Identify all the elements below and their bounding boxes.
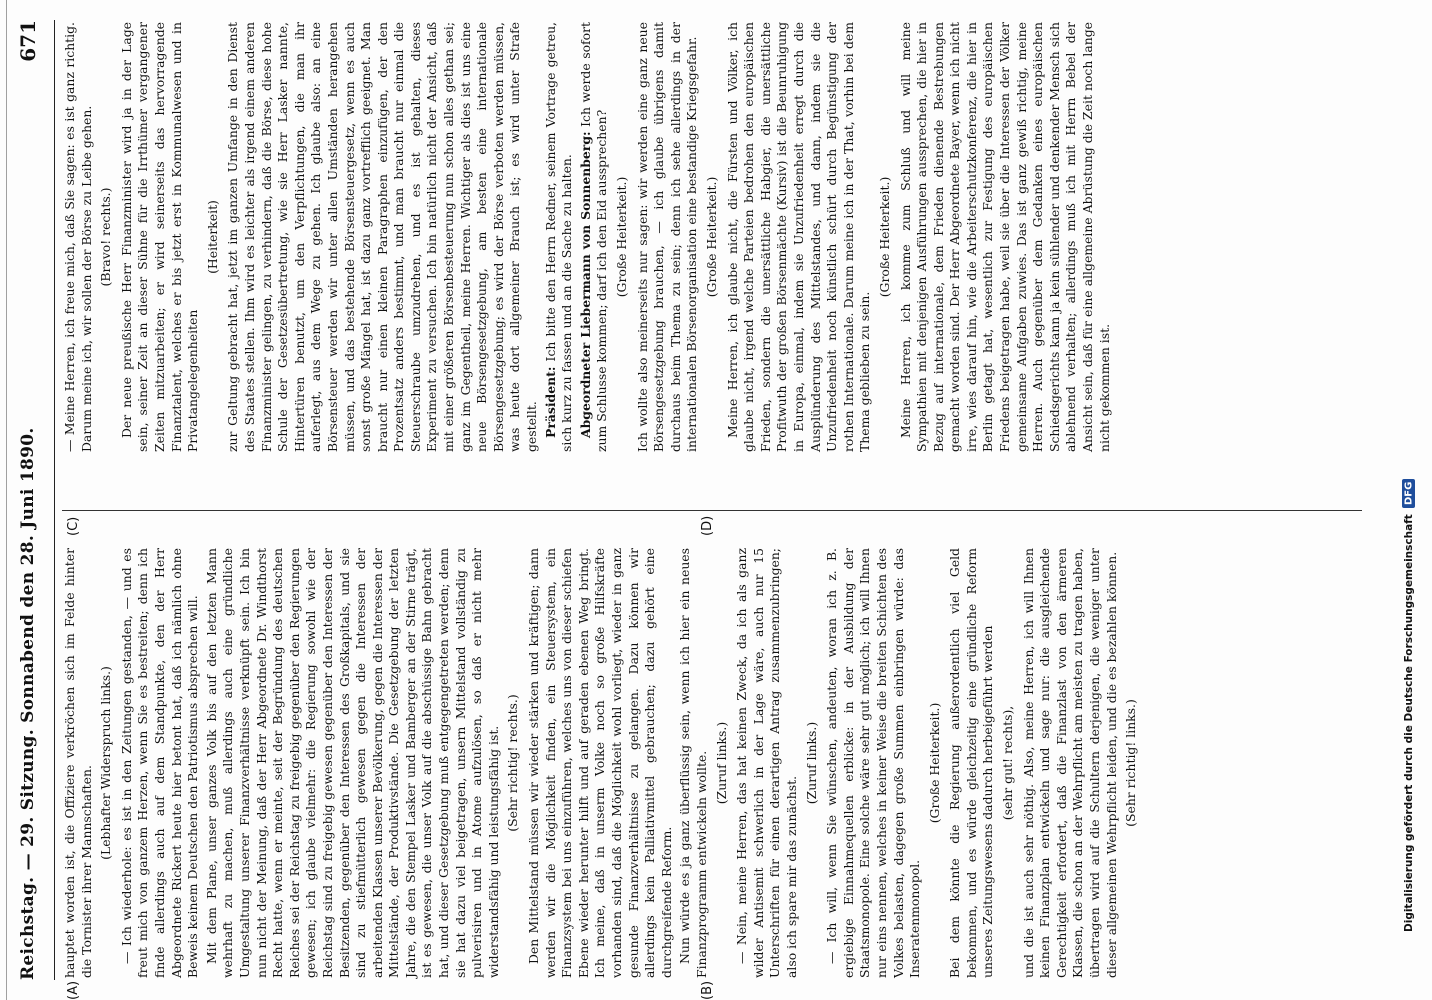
paragraph-text: (Große Heiterkeit.) — [614, 176, 629, 298]
margin-mark-d: (D) — [700, 515, 715, 536]
paragraph — [898, 22, 1114, 452]
paragraph-text: Nun würde es ja ganz überflüssig sein, wenn ich hier ein neues Finanzprogramm entwickeln wollte. — [677, 548, 709, 978]
paragraph-text: (Große Heiterkeit.) — [703, 176, 719, 298]
paragraph-text: (Zuruf links.) — [803, 721, 819, 805]
paragraph — [526, 548, 675, 978]
digitization-credit — [1396, 12, 1422, 932]
interjection — [1000, 548, 1017, 978]
paragraph — [225, 22, 540, 452]
column-divider — [62, 510, 1362, 511]
paragraph-text: (Große Heiterkeit.) — [926, 702, 942, 824]
paragraph-text: (Zuruf links.) — [713, 721, 729, 805]
interjection — [877, 22, 894, 452]
paragraph — [1021, 548, 1121, 978]
interjection — [505, 548, 522, 978]
interjection — [704, 22, 721, 452]
interjection — [98, 548, 115, 978]
interjection — [614, 22, 631, 452]
paragraph-text: Den Mittelstand müssen wir wieder stärken und kräftigen; dann werden wir die Möglichkeit finden, ein Steuersystem, ein Finanzsystem bei uns einzuführen, welches uns von dieser schiefen Ebene wieder herunter hilft und auf geraden ebenen Weg bringt. Ich meine, daß in unserm Volke noch so große Hilfskräfte vorhanden sind, daß die Möglichkeit wohl vorliegt, wieder in ganz gesunde Finanzverhältnisse zu gelangen. Dazu können wir allerdings kein Palliativmittel gebrauchen; dazu gehört eine durchgreifende Reform. — [526, 548, 674, 978]
paragraph-text: (sehr gut! rechts), — [1000, 705, 1016, 821]
left-column — [62, 548, 1144, 978]
paragraph-text: (Große Heiterkeit.) — [876, 176, 892, 298]
page-header — [10, 20, 55, 980]
interjection — [927, 548, 944, 978]
paragraph-text: Ich wollte also meinerseits nur sagen: wir werden eine ganz neue Börsengesetzgebung brauchen, — ich glaube übrigens damit durchaus beim Thema zu sein; denn ich sehe allerdings in der internationalen Börsenorganisation eine bestandige Kriegsgefahr. — [634, 22, 700, 452]
paragraph-text: (Lebhafter Widerspruch links.) — [98, 666, 114, 860]
paragraph — [635, 22, 701, 452]
paragraph — [62, 22, 95, 452]
header-title: Reichstag. — 29. Sitzung. Sonnabend den 28. Juni 1890. — [18, 427, 38, 980]
margin-mark-c: (C) — [66, 516, 81, 536]
paragraph-text: Ich werde sofort zum Schlusse kommen; darf ich den Eid aussprechen? — [577, 22, 610, 452]
paragraph-text: Bei dem könnte die Regierung außerordentlich viel Geld bekommen, und es würde gleichzeitig eine gründliche Reform unseres Zeitungswesens dadurch herbeigeführt werden — [947, 548, 996, 978]
right-column — [62, 22, 1115, 452]
interjection — [804, 548, 821, 978]
interjection — [1123, 548, 1140, 978]
paragraph-text: zur Geltung gebracht hat, jetzt im ganzen Umfange in den Dienst des Staates stellen. Ihm wird es leichter als irgend einem anderen Finanzminister gelingen, zu verhindern, daß die Börse, diese hohe Schule der Gesetzesübertretung, wie sie Herr Lasker nannte, Hintertüren benutzt, um den Verpflichtungen, die man ihr auferlegt, aus dem Wege zu gehen. Ich glaube also: an eine Börsensteuer werden wir unter allen Umständen herangehen müssen, und das bestehende Börsensteuergesetz, wenn es auch sonst große Mängel hat, ist dazu ganz vortrefflich geeignet. Man braucht nur einen kleinen Paragraphen einzufügen, der den Prozentsatz anders bestimmt, und man braucht nur einmal die Steuerschraube umzudrehen, und es ist gehalten, dieses Experiment zu versuchen. Ich bin natürlich nicht der Ansicht, daß mit einer größeren Börsenbesteuerung nun schon alles gethan sei; ganz im Gegentheil, meine Herren. Wichtiger als dies ist uns eine neue Börsengesetzgebung, am besten eine internationale Börsengesetzgebung; es wird der Börse verboten werden müssen, was heute dort allgemeiner Brauch ist; es wird unter Strafe gestellt. — [225, 22, 540, 452]
paragraph-text: Der neue preußische Herr Finanzminister wird ja in der Lage sein, seiner Zeit an dieser Sühne für die Irrthümer vergangener Zeiten mitzuarbeiten; er wird seinerseits das hervorragende Finanztalent, welches er bis jetzt erst in Kommunalwesen und in Privatangelegenheiten — [118, 22, 201, 452]
paragraph — [677, 548, 710, 978]
speaker-label: Präsident: — [542, 366, 558, 438]
paragraph — [543, 22, 576, 452]
paragraph-text: und die ist auch sehr nöthig. Also, meine Herren, ich will Ihnen keinen Finanzplan entwickeln und sage nur: die ausgleichende Gerechtigkeit erfordert, daß die Finanzlast von den ärmeren Klassen, die schon an der Wehrpflicht am meisten zu tragen haben, übertragen wird auf die Schultern derjenigen, die weniger unter dieser allgemeinen Wehrpflicht leiden, und die es bezahlen können. — [1020, 548, 1119, 978]
paragraph — [204, 548, 503, 978]
paragraph-text: (Sehr richtig! rechts.) — [505, 694, 521, 832]
page-number: 671 — [16, 20, 40, 62]
paragraph-text: (Bravo! rechts.) — [98, 187, 114, 287]
credit-text: Digitalisierung gefördert durch die Deutsche Forschungsgemeinschaft — [1403, 514, 1415, 932]
paragraph-text: (Sehr richtig! links.) — [1123, 699, 1139, 827]
interjection — [98, 22, 115, 452]
speaker-label: Abgeordneter Liebermann von Sonnenberg: — [577, 131, 593, 438]
paragraph — [578, 22, 611, 452]
paragraph-text: Ich bitte den Herrn Redner, seinem Vortrage getreu, sich kurz zu fassen und an die Sache zu halten. — [542, 22, 575, 452]
paragraph-text: — Meine Herren, ich freue mich, daß Sie sagen: es ist ganz richtig. Darum meine ich, wir sollen der Börse zu Leibe gehen. — [62, 22, 94, 452]
margin-mark-a: (A) — [66, 980, 81, 1000]
paragraph — [725, 22, 874, 452]
paragraph — [947, 548, 997, 978]
paragraph — [119, 22, 202, 452]
paragraph-text: — Ich wiederhole: es ist in den Zeitungen gestanden, — und es freut mich von ganzem Herzen, wenn Sie es bestreiten; denn ich finde allerdings auch auf dem Standpunkte, den der Herr Abgeordnete Rickert heute hier betont hat, daß ich nämlich ohne Beweis keinem Deutschen den Patriotismus absprechen will. — [118, 548, 201, 978]
paragraph — [734, 548, 800, 978]
paragraph — [119, 548, 202, 978]
paragraph-text: — Ich will, wenn Sie wünschen, andeuten, woran ich z. B. ergiebige Einnahmequellen erblicke: in der Ausbildung der Staatsmonopole. Eine solche wäre sehr gut möglich; ich will Ihnen nur eins nennen, welches in keiner Weise die breiten Schichten des Volkes belasten, dagegen große Summen einbringen würde: das Inseratenmonopol. — [824, 548, 923, 978]
dfg-logo: DFG — [1403, 479, 1416, 508]
interjection — [714, 548, 731, 978]
interjection — [205, 22, 222, 452]
paragraph — [824, 548, 924, 978]
paragraph-text: — Nein, meine Herren, das hat keinen Zweck, da ich als ganz wilder Antisemit schwerlich in der Lage wäre, auch nur 15 Unterschriften für einen derartigen Antrag zusammenzubringen; also ich spare mir das zunächst. — [734, 548, 799, 978]
paragraph-text: hauptet worden ist, die Offiziere verkröchen sich im Felde hinter die Tornister ihrer Mannschaften. — [62, 548, 94, 978]
paragraph-text: Meine Herren, ich glaube nicht, die Fürsten und Völker, ich glaube nicht, irgend welche Parteien bedrohen den europäischen Frieden, sondern die unersättliche Habgier, die unersättliche Profitwuth der großen Börsenmächte (Kursiv) ist die Beunruhigung in Europa, einmal, indem sie Unzufriedenheit erregt durch die Ausplünderung des Mittelstandes, und dann, indem sie die Unzufriedenheit noch künstlich schürt durch Begünstigung der rothen Internationale. Darum meine ich in der That, vorhin bei dem Thema geblieben zu sein. — [724, 22, 873, 452]
paragraph-text: (Heiterkeit) — [204, 200, 220, 274]
paragraph-text: Meine Herren, ich komme zum Schluß und will meine Sympathien mit denjenigen Ausführungen aussprechen, die hier in Bezug auf internationale, dem Frieden dienende Bestrebungen gemacht worden sind. Der Herr Abgeordnete Bayer, wenn ich nicht irre, wies darauf hin, wie die Arbeiterschutzkonferenz, die hier in Berlin getagt hat, wesentlich zur Festigung des europäischen Friedens beigetragen habe, weil sie über die Interessen der Völker gemeinsame Aufgaben zuwies. Das ist ganz gewiß richtig, meine Herren. Auch gegenüber dem Gedanken eines europäischen Schiedsgerichts kann ja kein sühlender und denkender Mensch sich ablehnend verhalten; allerdings muß ich mit Herrn Bebel der Ansicht sein, daß für eine allgemeine Abrüstung die Zeit noch lange nicht gekommen ist. — [897, 22, 1112, 452]
paragraph-text: Mit dem Plane, unser ganzes Volk bis auf den letzten Mann wehrhaft zu machen, muß allerdings auch eine gründliche Umgestaltung unserer Finanzverhältnisse verknüpft sein. Ich bin nun nicht der Meinung, daß der Herr Abgeordnete Dr. Windthorst Recht hatte, wenn er meinte, seit der Begründung des deutschen Reiches sei der Reichstag zu freigebig gegenüber den Regierungen gewesen; ich glaube vielmehr: die Regierung sowohl wie der Reichstag sind zu freigebig gewesen gegenüber den Interessen der Besitzenden, gegenüber den Interessen des Großkapitals, und sie sind zu stiefmütterlich gewesen gegen die Interessen der arbeitenden Klassen unserer Bevölkerung, gegen die Interessen der Mittelstände, der Produktivstände. Die Gesetzgebung der letzten Jahre, die den Stempel Lasker und Bamberger an der Stirne trägt, ist es gewesen, die unser Volk auf die abschüssige Bahn gebracht hat, und dieser Gesetzgebung muß entgegengetreten werden; denn sie hat dazu viel beigetragen, unsern Mittelstand vollständig zu pulverisiren und in Atome aufzulösen, so daß er nicht mehr widerstandsfähig und leistungsfähig ist. — [203, 548, 501, 978]
paragraph — [62, 548, 95, 978]
margin-mark-b: (B) — [700, 980, 715, 1000]
